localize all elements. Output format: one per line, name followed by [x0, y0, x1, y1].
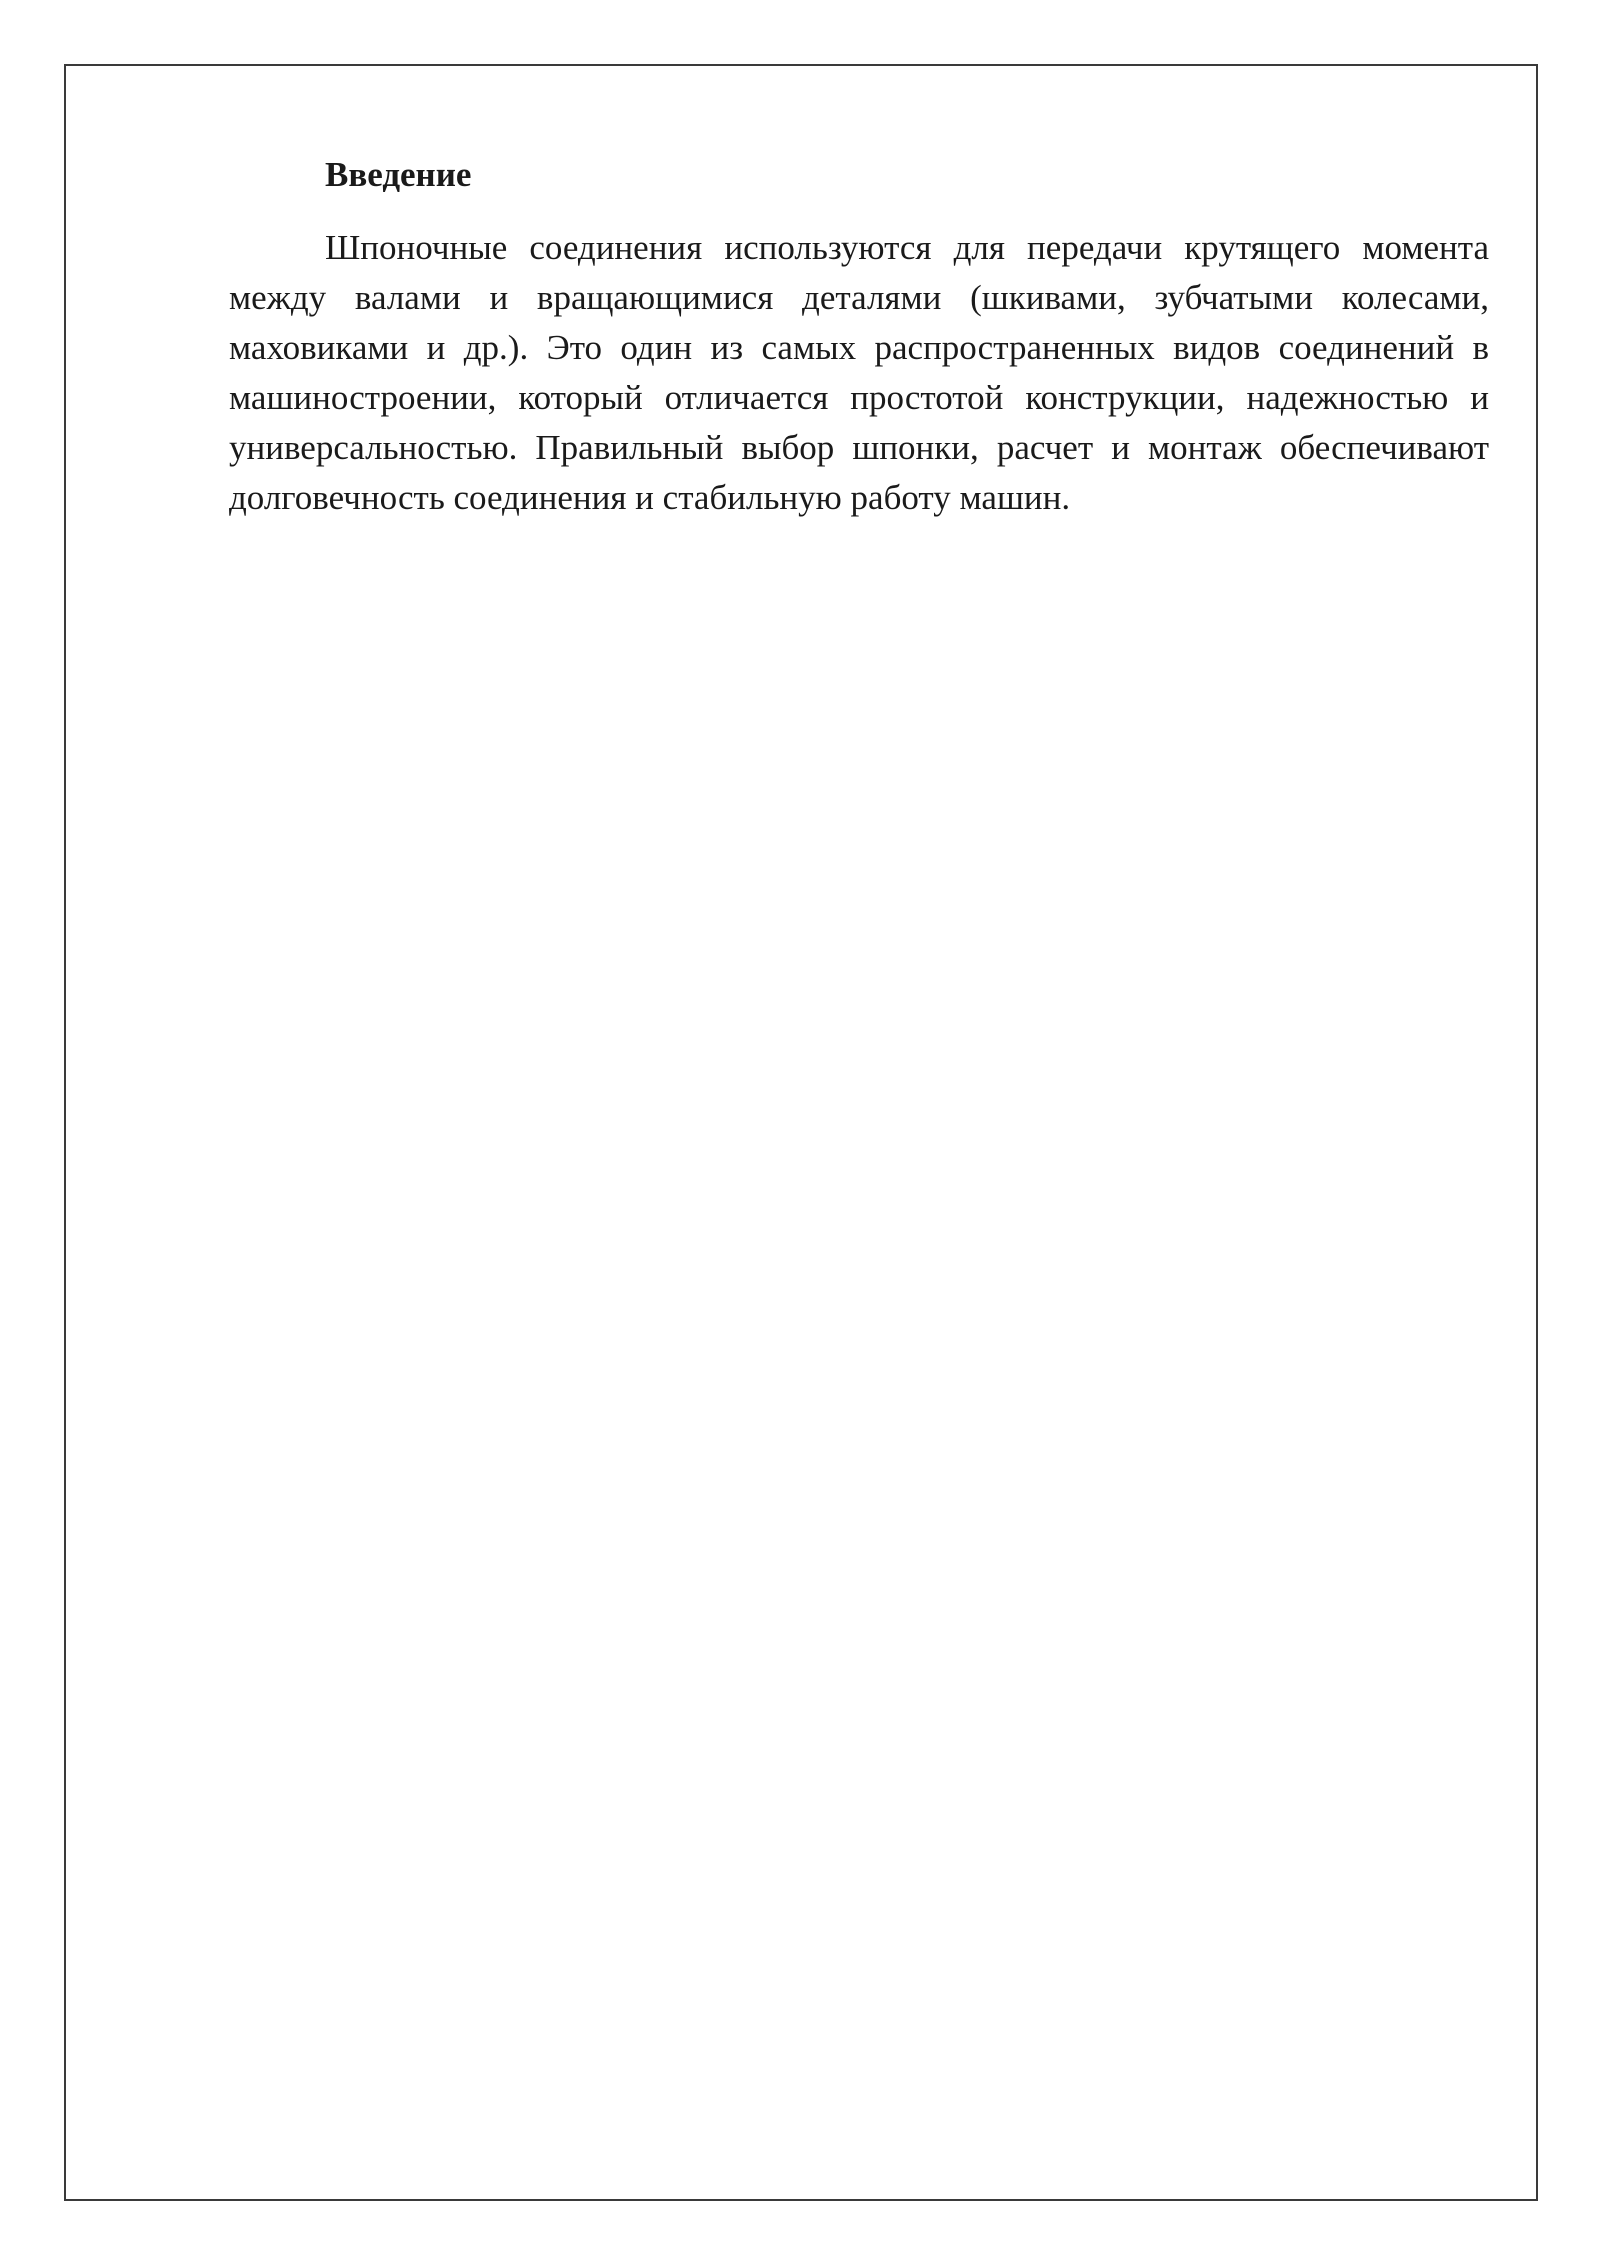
- section-heading: Введение: [325, 155, 472, 194]
- body-paragraph: Шпоночные соединения используются для передачи крутящего момента между валами и вращающимися деталями (шкивами, зубчатыми колесами, маховиками и др.). Это один из самых распространенных видов соединений в машиностроении, который отличается простотой конструкции, надежностью и универсальностью. Правильный выбор шпонки, расчет и монтаж обеспечивают долговечность соединения и стабильную работу машин.: [229, 228, 1489, 517]
- document-body: [229, 150, 1489, 523]
